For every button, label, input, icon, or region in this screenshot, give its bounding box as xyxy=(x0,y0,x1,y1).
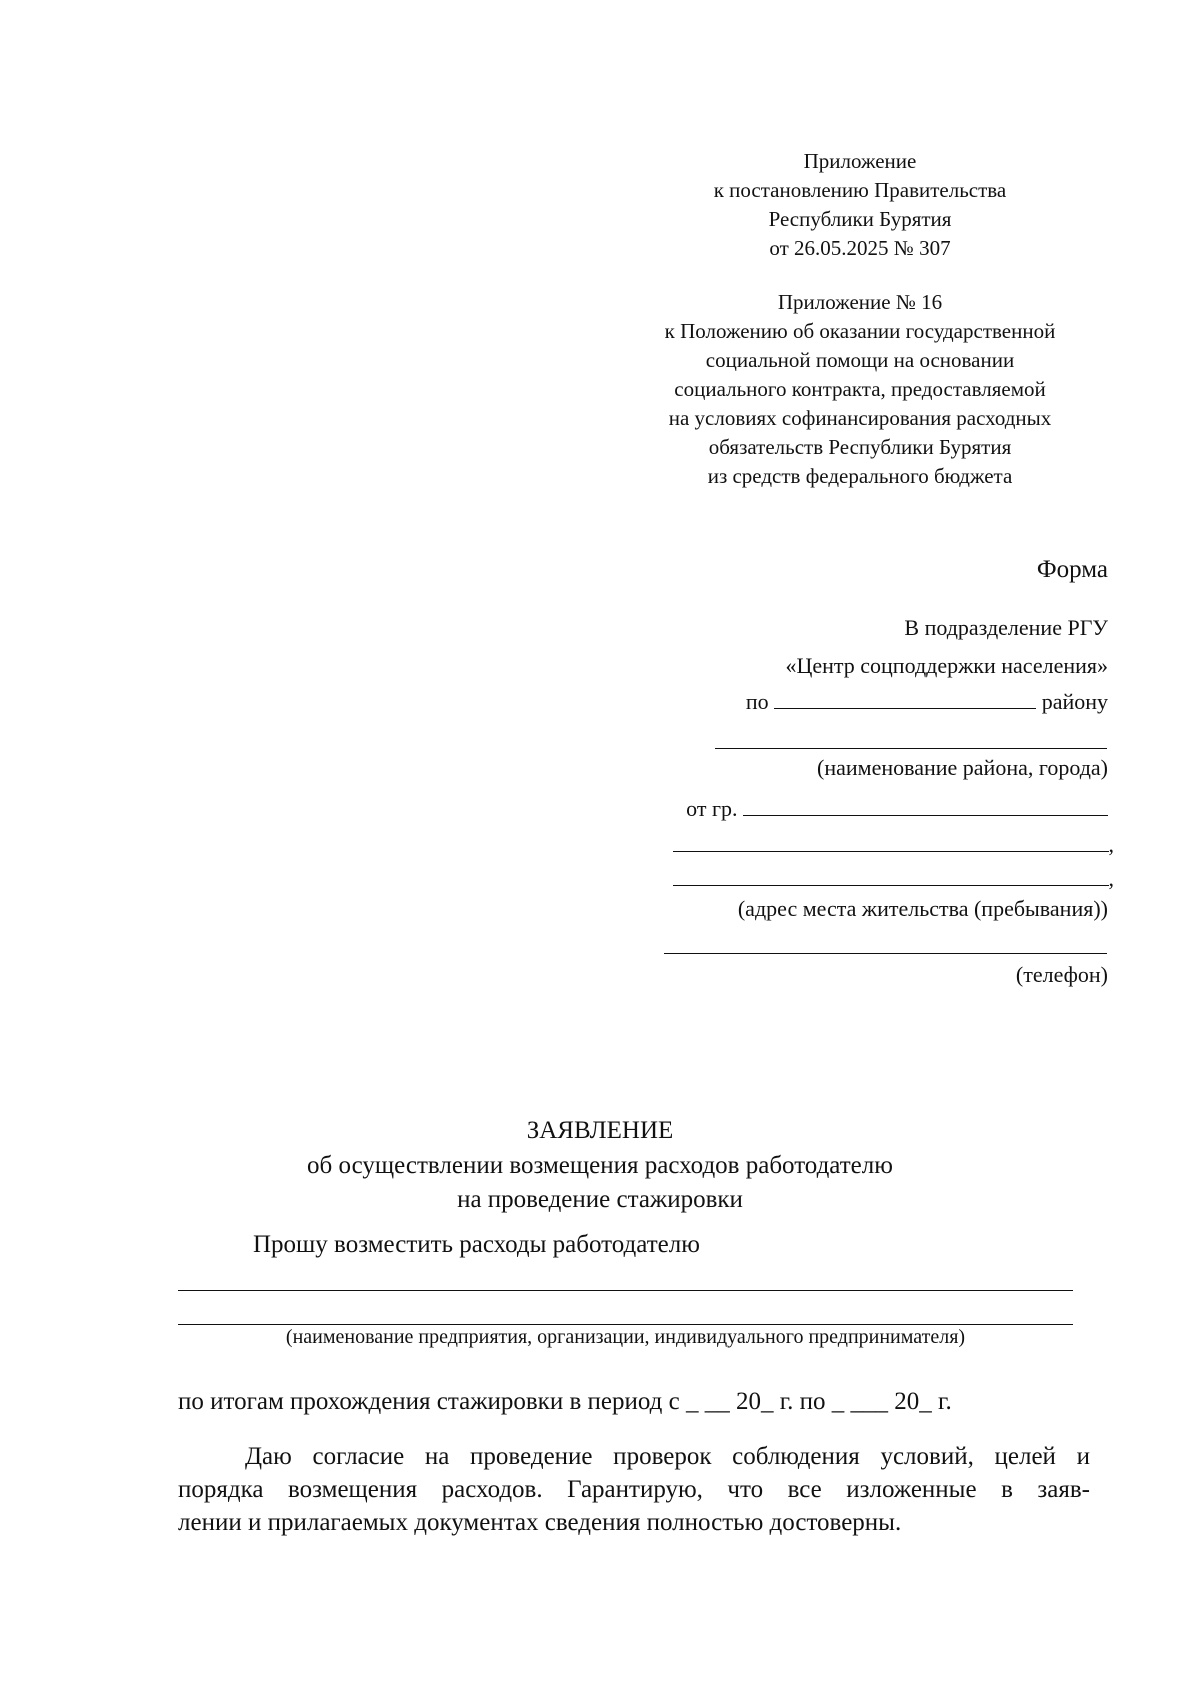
phone-caption: (телефон) xyxy=(1015,962,1108,987)
address-line-1 xyxy=(673,830,1115,860)
consent-line: порядка возмещения расходов. Гарантирую, что все изложенные в заяв- xyxy=(178,1476,1090,1503)
appendix-title: Приложение xyxy=(803,149,917,173)
employer-input-line[interactable] xyxy=(178,1290,1073,1291)
statement-subtitle: на проведение стажировки xyxy=(457,1186,743,1213)
phone-input-line[interactable] xyxy=(664,953,1107,954)
appendix-16-text: на условиях софинансирования расходных xyxy=(668,406,1052,430)
recipient-line-2: «Центр соцподдержки населения» xyxy=(785,653,1108,678)
consent-line: Даю согласие на проведение проверок соблюдения условий, целей и xyxy=(245,1443,1090,1470)
from-citizen-line xyxy=(686,794,1108,824)
appendix-16-text: к Положению об оказании государственной xyxy=(664,319,1056,343)
address-input-line[interactable] xyxy=(673,830,1109,852)
district-input-line[interactable] xyxy=(774,687,1036,709)
appendix-header xyxy=(620,147,1100,263)
recipient-district-line xyxy=(746,687,1108,717)
appendix-16-title: Приложение № 16 xyxy=(777,290,943,314)
appendix-16-text: из средств федерального бюджета xyxy=(707,464,1013,488)
statement-subtitle: об осуществлении возмещения расходов работодателю xyxy=(307,1152,893,1179)
comma: , xyxy=(1108,866,1114,891)
appendix-16-text: социального контракта, предоставляемой xyxy=(674,377,1046,401)
form-label: Форма xyxy=(1036,556,1108,583)
employer-input-line[interactable] xyxy=(178,1324,1073,1325)
appendix-reference: Республики Бурятия xyxy=(768,207,952,231)
district-prefix: по xyxy=(745,689,769,714)
comma: , xyxy=(1108,832,1114,857)
statement-title: ЗАЯВЛЕНИЕ xyxy=(526,1117,674,1144)
recipient-line-1: В подразделение РГУ xyxy=(904,615,1108,640)
request-text: Прошу возместить расходы работодателю xyxy=(253,1231,700,1258)
address-input-line[interactable] xyxy=(673,864,1109,886)
appendix-16-text: социальной помощи на основании xyxy=(705,348,1015,372)
citizen-name-input-line[interactable] xyxy=(743,794,1108,816)
appendix-16-text: обязательств Республики Бурятия xyxy=(708,435,1012,459)
consent-line: лении и прилагаемых документах сведения полностью достоверны. xyxy=(178,1509,902,1536)
address-line-2 xyxy=(673,864,1115,894)
appendix-16-header xyxy=(620,288,1100,491)
appendix-reference: к постановлению Правительства xyxy=(713,178,1007,202)
from-prefix: от гр. xyxy=(686,796,738,821)
appendix-date-number: от 26.05.2025 № 307 xyxy=(769,236,951,260)
address-caption: (адрес места жительства (пребывания)) xyxy=(737,896,1108,921)
employer-caption: (наименование предприятия, организации, индивидуального предпринимателя) xyxy=(285,1326,966,1348)
district-extra-line[interactable] xyxy=(715,748,1107,749)
period-text: по итогам прохождения стажировки в период с _ __ 20_ г. по _ ___ 20_ г. xyxy=(178,1388,952,1415)
district-caption: (наименование района, города) xyxy=(817,755,1108,780)
district-suffix: району xyxy=(1041,689,1108,714)
